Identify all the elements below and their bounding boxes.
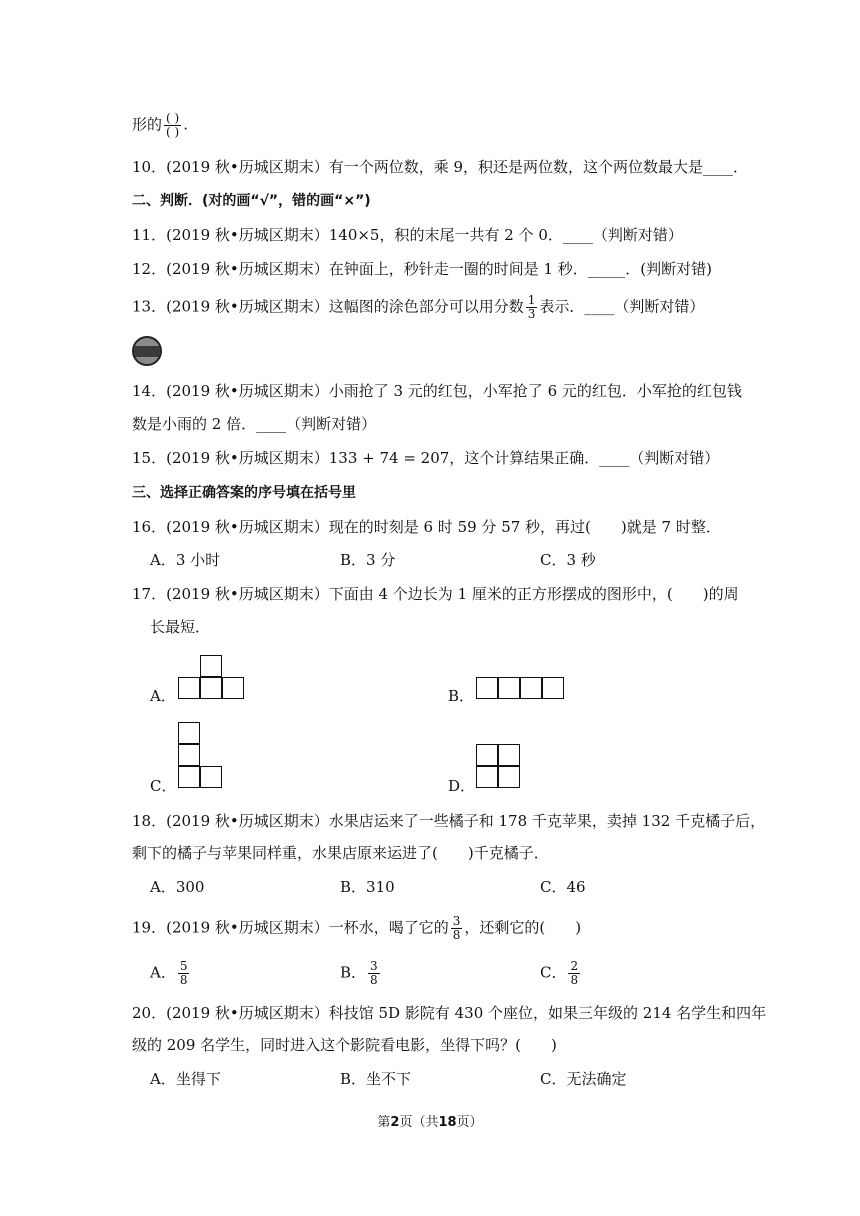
figure-square (542, 677, 564, 699)
q18-option-b: B．310 (340, 878, 395, 896)
q13-frac-den: 3 (527, 307, 536, 321)
q19-a-den: 8 (179, 973, 188, 987)
question-18-line2: 剩下的橘子与苹果同样重，水果店原来运进了( )千克橘子． (132, 844, 549, 862)
question-10: 10．(2019 秋•历城区期末）有一个两位数，乘 9，积还是两位数，这个两位数最大是____． (132, 158, 749, 176)
q19-c-label: C． (540, 963, 567, 982)
shaded-circle-figure (132, 336, 162, 366)
figure-square (498, 766, 520, 788)
figure-square (476, 677, 498, 699)
q19-b-fraction (368, 960, 380, 987)
question-17-line1: 17．(2019 秋•历城区期末）下面由 4 个边长为 1 厘米的正方形摆成的图形中，( )的周 (132, 585, 739, 603)
question-19 (132, 915, 581, 942)
footer-total-pages: 18 (438, 1115, 457, 1130)
q19-b-den: 8 (370, 973, 378, 987)
footer-post: 页） (456, 1115, 483, 1130)
q16-option-c: C．3 秒 (540, 551, 596, 569)
question-20-line1: 20．(2019 秋•历城区期末）科技馆 5D 影院有 430 个座位，如果三年级的 214 名学生和四年 (132, 1004, 767, 1022)
footer-mid: 页（共 (399, 1115, 439, 1130)
question-11: 11．(2019 秋•历城区期末）140×5，积的末尾一共有 2 个 0．____（判断对错） (132, 226, 683, 244)
q17-option-c-label: C． (150, 777, 177, 795)
q17-option-a-label: A． (150, 687, 176, 705)
question-14-line1: 14．(2019 秋•历城区期末）小雨抢了 3 元的红包，小军抢了 6 元的红包．小军抢的红包钱 (132, 382, 742, 400)
q19-b-label: B． (340, 963, 367, 982)
figure-square (178, 744, 200, 766)
footer-pre: 第 (377, 1115, 391, 1130)
q17-option-b-label: B． (448, 687, 475, 705)
shaded-band (134, 346, 160, 357)
q13-fraction (526, 294, 538, 321)
q9-tail-end: . (183, 115, 188, 134)
question-16: 16．(2019 秋•历城区期末）现在的时刻是 6 时 59 分 57 秒，再过( )就是 7 时整． (132, 518, 721, 536)
q19-fraction (451, 915, 463, 942)
figure-square (200, 655, 222, 677)
q19-option-a (150, 960, 191, 987)
figure-square (498, 744, 520, 766)
q13-post: 表示．____（判断对错） (539, 297, 705, 316)
question-14-line2: 数是小雨的 2 倍．____（判断对错） (132, 415, 377, 433)
q13-pre: 13．(2019 秋•历城区期末）这幅图的涂色部分可以用分数 (132, 297, 524, 316)
q20-option-c: C．无法确定 (540, 1070, 627, 1088)
question-20-line2: 级的 209 名学生，同时进入这个影院看电影，坐得下吗？( ) (132, 1036, 557, 1054)
q9-blank-fraction (164, 112, 181, 139)
q19-a-label: A． (150, 963, 176, 982)
figure-square (476, 766, 498, 788)
q19-c-fraction (568, 960, 580, 987)
figure-square (520, 677, 542, 699)
q20-option-b: B．坐不下 (340, 1070, 412, 1088)
figure-square (200, 766, 222, 788)
question-12: 12．(2019 秋•历城区期末）在钟面上，秒针走一圈的时间是 1 秒．_____．(判断对错) (132, 260, 713, 278)
question-18-line1: 18．(2019 秋•历城区期末）水果店运来了一些橘子和 178 千克苹果，卖掉 132 千克橘子后， (132, 812, 766, 830)
q18-option-a: A．300 (150, 878, 205, 896)
q19-frac-den: 8 (452, 928, 461, 942)
page-footer (0, 1111, 860, 1130)
q19-pre: 19．(2019 秋•历城区期末）一杯水，喝了它的 (132, 918, 449, 937)
q20-option-a: A．坐得下 (150, 1070, 221, 1088)
q9-frac-num: ( ) (166, 111, 180, 125)
figure-square (222, 677, 244, 699)
q9-frac-den: ( ) (166, 125, 180, 139)
q19-c-den: 8 (570, 973, 579, 987)
figure-square (498, 677, 520, 699)
figure-square (178, 766, 200, 788)
q9-tail (132, 112, 188, 139)
q19-frac-num: 3 (452, 914, 461, 928)
figure-square (200, 677, 222, 699)
footer-page-number: 2 (390, 1115, 400, 1130)
q19-c-num: 2 (570, 959, 579, 973)
q16-option-a: A．3 小时 (150, 551, 221, 569)
q18-option-c: C．46 (540, 878, 586, 896)
section-2-heading: 二、判断．(对的画“√”，错的画“×”) (132, 193, 371, 209)
q19-option-b (340, 960, 382, 987)
question-15: 15．(2019 秋•历城区期末）133 + 74 = 207，这个计算结果正确．____（判断对错） (132, 449, 720, 467)
question-17-line2: 长最短． (150, 618, 211, 636)
figure-square (178, 677, 200, 699)
q19-b-num: 3 (370, 959, 378, 973)
q17-option-d-label: D． (448, 777, 476, 795)
q19-option-c (540, 960, 582, 987)
section-3-heading: 三、选择正确答案的序号填在括号里 (132, 485, 356, 501)
q16-option-b: B．3 分 (340, 551, 396, 569)
q9-tail-text: 形的 (132, 115, 163, 134)
question-13 (132, 294, 704, 321)
figure-square (178, 722, 200, 744)
q13-frac-num: 1 (527, 293, 536, 307)
q19-a-fraction (178, 960, 190, 987)
q19-post: ，还剩它的( ) (464, 918, 582, 937)
figure-square (476, 744, 498, 766)
q19-a-num: 5 (179, 959, 188, 973)
